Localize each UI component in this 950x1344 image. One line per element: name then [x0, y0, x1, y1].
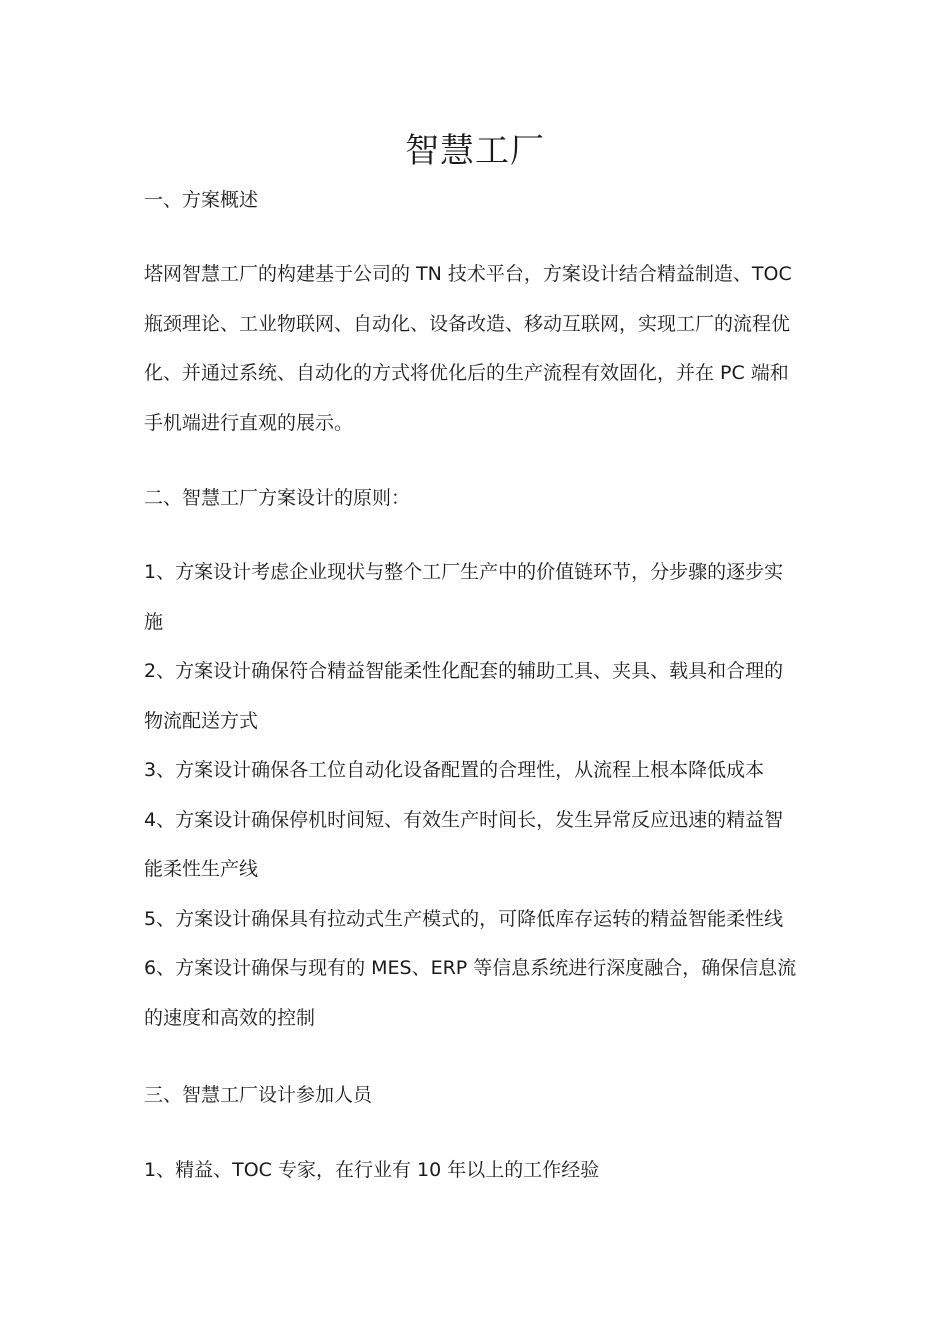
list-item [144, 647, 809, 746]
list-item-line: 4、方案设计确保停机时间短、有效生产时间长，发生异常反应迅速的精益智 [144, 808, 784, 831]
principles-list [144, 548, 809, 1043]
section-heading: 二、智慧工厂方案设计的原则： [144, 487, 411, 509]
document-title: 智慧工厂 [405, 131, 545, 171]
list-item [144, 895, 809, 945]
paragraph-line: 塔网智慧工厂的构建基于公司的 TN 技术平台，方案设计结合精益制造、TOC [144, 263, 792, 285]
list-item-line: 1、方案设计考虑企业现状与整个工厂生产中的价值链环节，分步骤的逐步实 [144, 561, 784, 583]
list-item [144, 746, 809, 796]
list-item-line: 能柔性生产线 [144, 858, 259, 880]
list-item [144, 796, 809, 895]
list-item [144, 944, 809, 1043]
participants-list [144, 1146, 809, 1196]
section-heading: 一、方案概述 [144, 189, 259, 211]
section-heading-participants [144, 1071, 809, 1121]
list-item-line: 施 [144, 610, 164, 633]
paragraph-line: 瓶颈理论、工业物联网、自动化、设备改造、移动互联网，实现工厂的流程优 [144, 312, 791, 335]
list-item-line: 的速度和高效的控制 [144, 1006, 316, 1029]
list-item-line: 2、方案设计确保符合精益智能柔性化配套的辅助工具、夹具、载具和合理的 [144, 660, 784, 682]
paragraph-line: 化、并通过系统、自动化的方式将优化后的生产流程有效固化，并在 PC 端和 [144, 362, 789, 384]
list-item-line: 6、方案设计确保与现有的 MES、ERP 等信息系统进行深度融合，确保信息流 [144, 957, 797, 979]
list-item-line: 物流配送方式 [144, 709, 259, 732]
list-item-line: 3、方案设计确保各工位自动化设备配置的合理性，从流程上根本降低成本 [144, 759, 765, 781]
list-item-line: 1、精益、TOC 专家，在行业有 10 年以上的工作经验 [144, 1159, 600, 1181]
paragraph-line: 手机端进行直观的展示。 [144, 411, 354, 434]
list-item [144, 548, 809, 647]
overview-paragraph [144, 250, 809, 448]
section-heading-overview [144, 176, 809, 226]
section-heading-principles [144, 474, 809, 524]
list-item [144, 1146, 809, 1196]
section-heading: 三、智慧工厂设计参加人员 [144, 1084, 373, 1106]
list-item-line: 5、方案设计确保具有拉动式生产模式的，可降低库存运转的精益智能柔性线 [144, 907, 784, 930]
